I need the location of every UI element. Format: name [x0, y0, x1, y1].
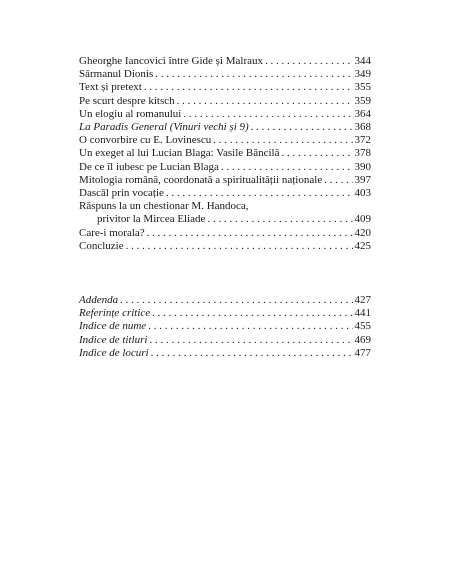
- toc-entry-page-number: 441: [354, 307, 371, 320]
- toc-entry: [79, 347, 371, 360]
- toc-entry-page-number: 455: [354, 320, 371, 333]
- toc-entry: [79, 307, 371, 320]
- dot-leader: [148, 320, 352, 333]
- dot-leader: [221, 161, 353, 174]
- toc-entry-title: Răspuns la un chestionar M. Handoca,: [79, 200, 249, 213]
- toc-entry-title: privitor la Mircea Eliade: [97, 213, 206, 226]
- toc-entry-page-number: 469: [354, 333, 371, 346]
- toc-entry-title: Un exeget al lui Lucian Blaga: Vasile Băncilă: [79, 147, 280, 160]
- dot-leader: [213, 134, 352, 147]
- dot-leader: [207, 213, 352, 226]
- toc-entry-title: Care-i morala?: [79, 226, 145, 239]
- toc-entry-title: Sărmanul Dionis: [79, 68, 154, 81]
- toc-entry-title: Dascăl prin vocație: [79, 187, 164, 200]
- toc-entry-title: Un elogiu al romanului: [79, 107, 182, 120]
- toc-entry-page-number: 390: [354, 160, 371, 173]
- toc-entry-page-number: 349: [354, 68, 371, 81]
- toc-entry-page-number: 355: [354, 81, 371, 94]
- toc-entry: [79, 187, 371, 200]
- table-of-contents: [79, 55, 371, 253]
- toc-entry-title: La Paradis General (Vinuri vechi și 9): [79, 121, 249, 134]
- toc-entry-page-number: 409: [354, 213, 371, 226]
- toc-entry-title: Referințe critice: [79, 307, 151, 320]
- toc-entry-title: Text și pretext: [79, 81, 142, 94]
- dot-leader: [183, 108, 352, 121]
- dot-leader: [281, 147, 352, 160]
- toc-entry: [79, 95, 371, 108]
- dot-leader: [144, 81, 353, 94]
- toc-entry-page-number: 427: [354, 294, 371, 306]
- toc-entry-title: Gheorghe Iancovici între Gide și Malraux: [79, 55, 263, 67]
- dot-leader: [151, 347, 353, 360]
- dot-leader: [324, 174, 352, 187]
- toc-entry: [79, 320, 371, 333]
- dot-leader: [152, 307, 352, 320]
- toc-entry: [79, 334, 371, 347]
- toc-entry-title: De ce îl iubesc pe Lucian Blaga: [79, 160, 219, 173]
- toc-entry-page-number: 403: [354, 187, 371, 200]
- dot-leader: [126, 240, 353, 253]
- toc-entry-page-number: 378: [354, 147, 371, 160]
- toc-entry: [79, 200, 371, 213]
- toc-entry-page-number: 397: [354, 173, 371, 186]
- toc-entry-title: Mitologia română, coordonată a spiritualității naționale: [79, 173, 323, 186]
- toc-entry: [79, 240, 371, 253]
- dot-leader: [147, 227, 353, 240]
- dot-leader: [120, 294, 352, 307]
- dot-leader: [265, 55, 353, 68]
- toc-entry: [79, 227, 371, 240]
- dot-leader: [166, 187, 353, 200]
- toc-entry: [79, 161, 371, 174]
- toc-entry-page-number: 344: [354, 55, 371, 67]
- toc-entry: [79, 108, 371, 121]
- toc-entry-title: Pe scurt despre kitsch: [79, 94, 175, 107]
- toc-entry-page-number: 420: [354, 226, 371, 239]
- toc-entry-page-number: 425: [354, 239, 371, 252]
- toc-entry-title: Indice de locuri: [79, 346, 149, 359]
- toc-entry: [79, 81, 371, 94]
- toc-entry: [79, 55, 371, 68]
- toc-entry: [79, 294, 371, 307]
- toc-entry-page-number: 359: [354, 94, 371, 107]
- toc-entry-page-number: 368: [354, 121, 371, 134]
- toc-entry-title: Addenda: [79, 294, 119, 306]
- table-of-contents-back-matter: [79, 294, 371, 360]
- toc-entry-page-number: 477: [354, 346, 371, 359]
- toc-entry-title: Indice de nume: [79, 320, 147, 333]
- toc-entry-title: Concluzie: [79, 239, 124, 252]
- toc-entry: [79, 174, 371, 187]
- toc-entry-title: Indice de titluri: [79, 333, 148, 346]
- toc-entry-page-number: 364: [354, 107, 371, 120]
- dot-leader: [149, 334, 352, 347]
- toc-entry: [79, 147, 371, 160]
- dot-leader: [251, 121, 353, 134]
- dot-leader: [177, 95, 353, 108]
- toc-entry: [79, 134, 371, 147]
- toc-entry: [79, 213, 371, 226]
- toc-entry: [79, 68, 371, 81]
- dot-leader: [155, 68, 352, 81]
- toc-entry: [79, 121, 371, 134]
- toc-entry-title: O convorbire cu E. Lovinescu: [79, 134, 212, 147]
- toc-entry-page-number: 372: [354, 134, 371, 147]
